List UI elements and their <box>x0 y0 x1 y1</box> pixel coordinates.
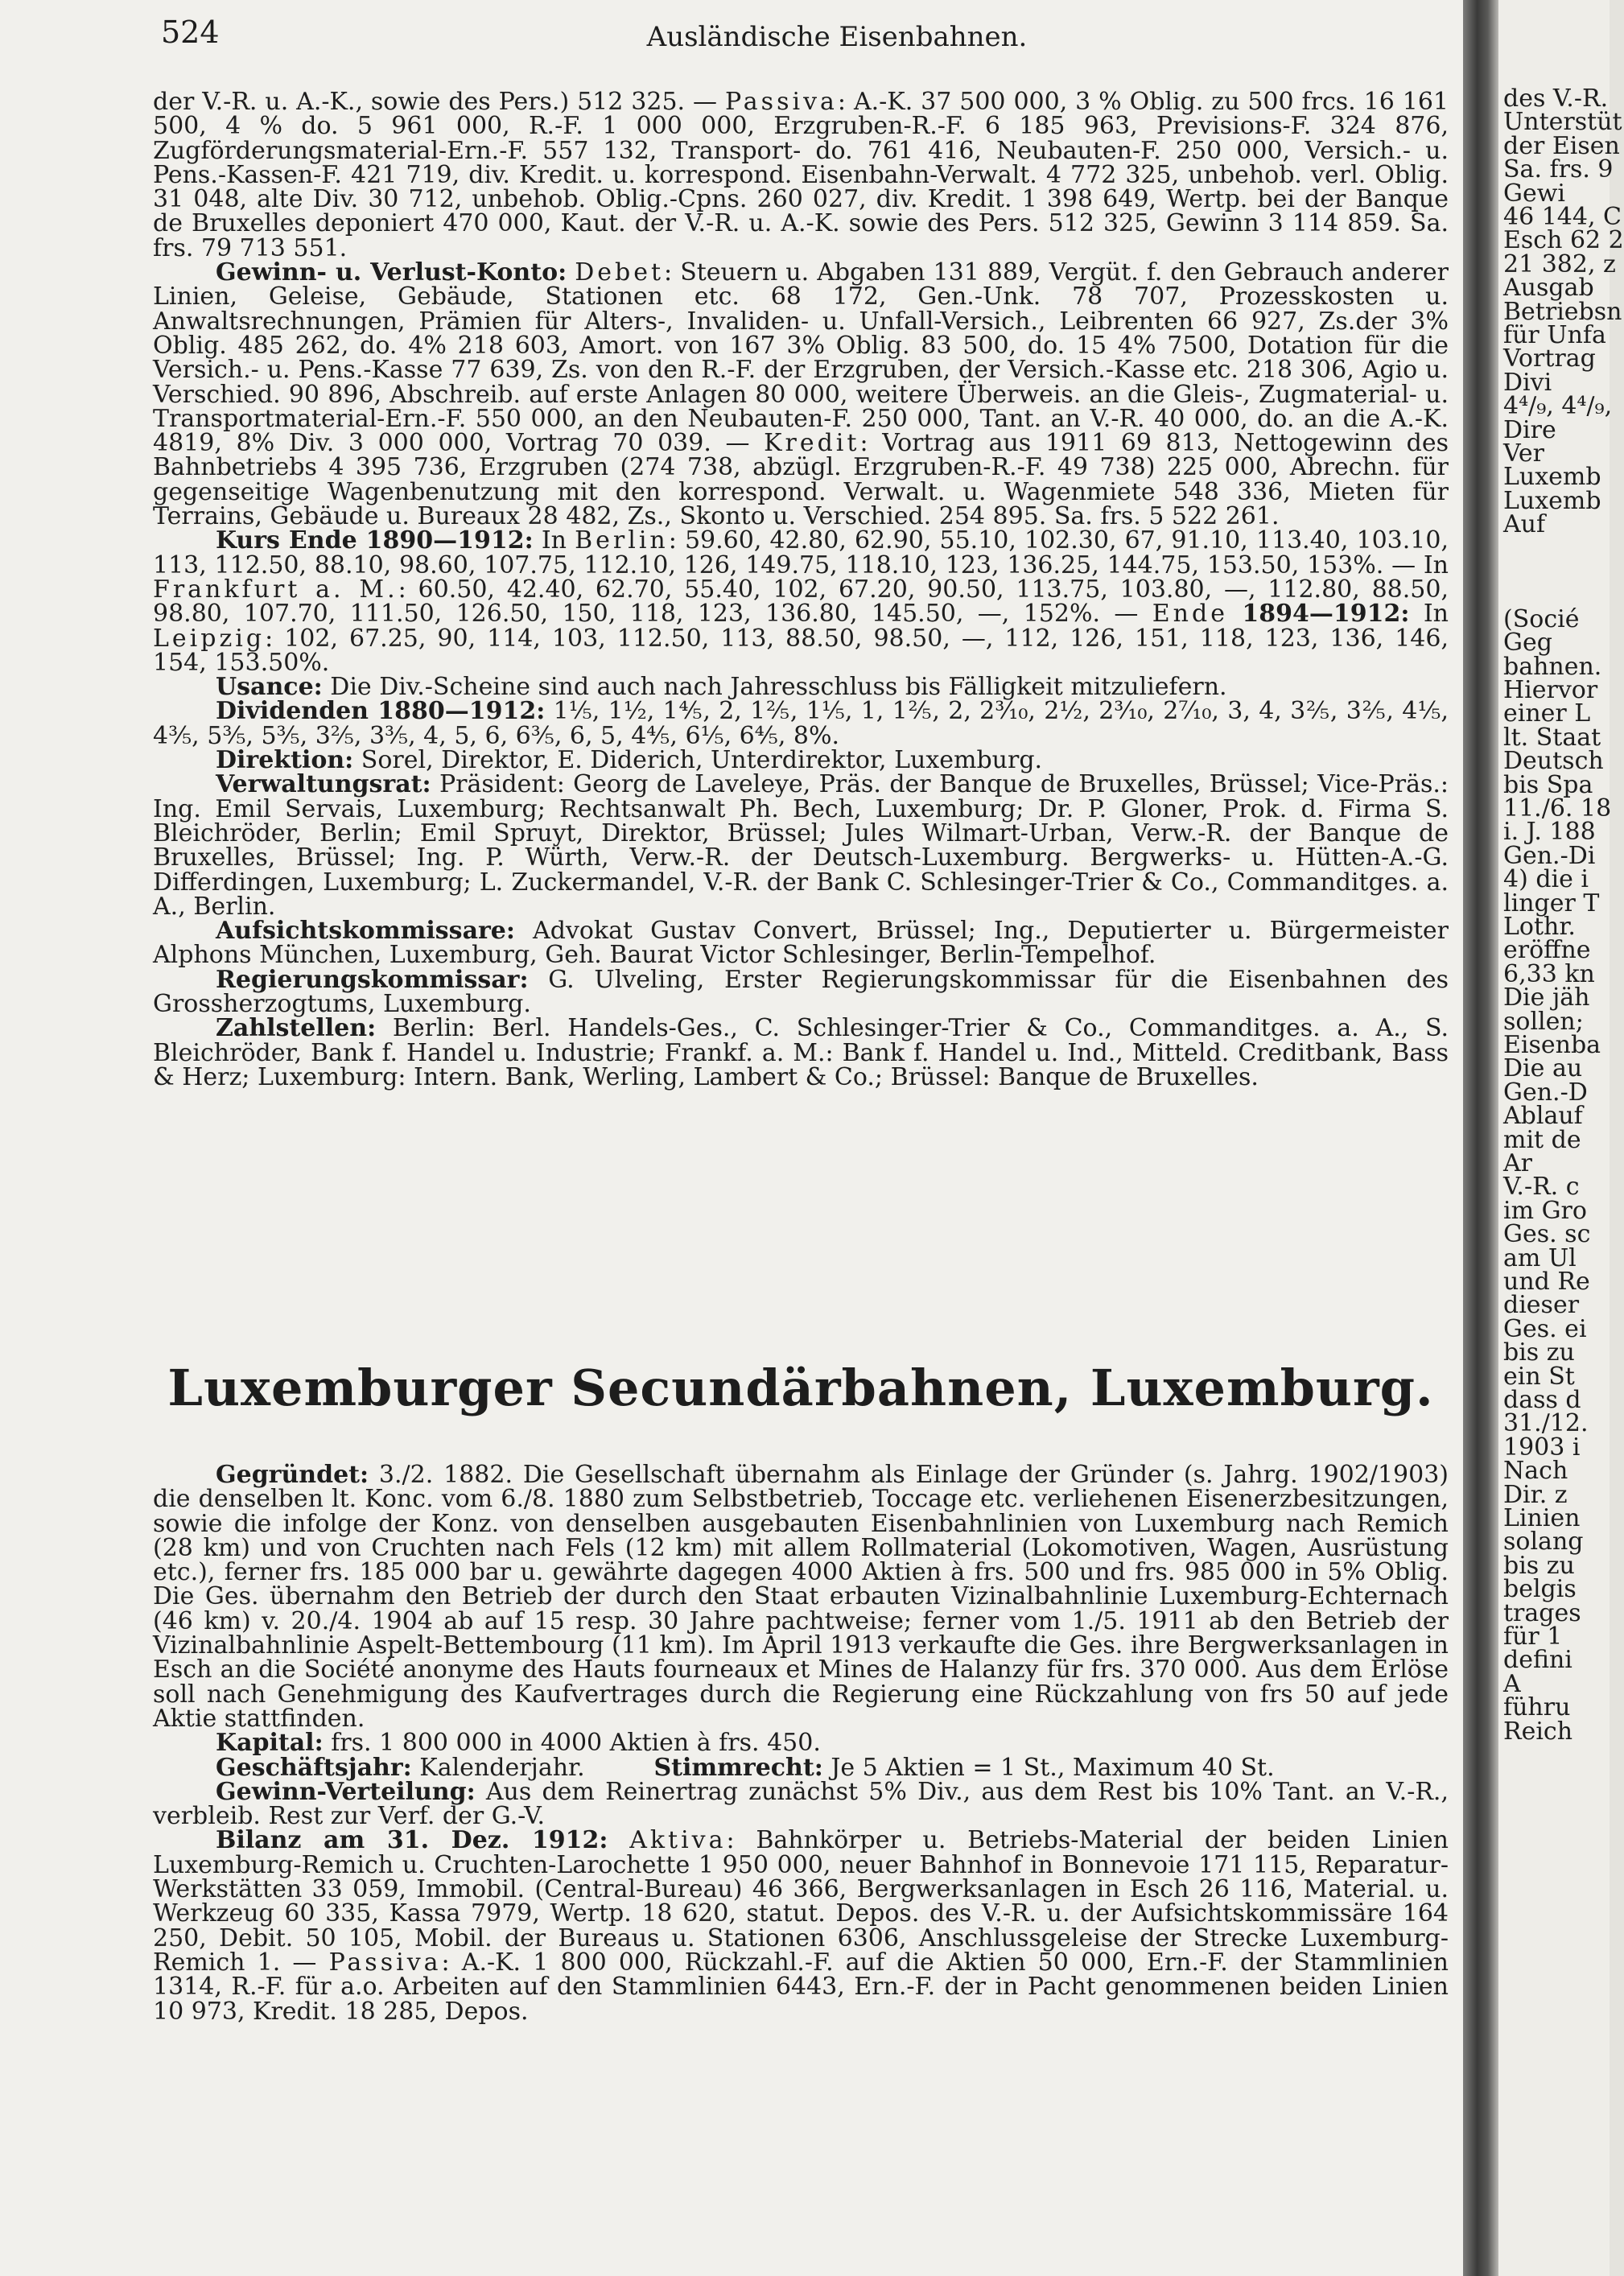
adjacent-page-line: des V.-R. <box>1503 85 1609 113</box>
adjacent-page-line: Unterstüt <box>1503 108 1622 137</box>
adjacent-page-line: 4) die i <box>1503 865 1589 894</box>
running-title: Ausländische Eisenbahnen. <box>646 21 1028 53</box>
management: Direktion: Sorel, Direktor, E. Diderich, Unterdirektor, Luxemburg. <box>216 746 1043 775</box>
adjacent-page-line: ein St <box>1503 1362 1575 1391</box>
share-prices: Kurs Ende 1890—1912: In Berlin: 59.60, 42.80, 62.90, 55.10, 102.30, 67, 91.10, 113.40, 103.10, 113, 112.50, 88.10, 98.60, 107.75, 112.10, 126, 149.75, 118.10, 123, 136.25, 144.75, 153.50, 153%. — In Frankfurt a. M.: 60.50, 42.40, 62.70, 55.40, 102, 67.20, 90.50, 113.75, 103.80, —, 112.80, 88.50, 98.80, 107.70, 111.50, 126.50, 150, 118, 123, 136.80, 145.50, —, 152%. — Ende 1894—1912: In Leipzig: 102, 67.25, 90, 114, 103, 112.50, 113, 88.50, 98.50, —, 112, 126, 151, 118, 123, 136, 146, 154, 153.50%. <box>153 526 1449 677</box>
adjacent-page-line: Gen.-D <box>1503 1078 1588 1107</box>
adjacent-page-line: bis zu <box>1503 1551 1575 1580</box>
adjacent-page-line: A <box>1503 1669 1521 1698</box>
adjacent-page-line: trages <box>1503 1598 1581 1627</box>
adjacent-page-line: Nach <box>1503 1457 1568 1486</box>
adjacent-page-line: sollen; <box>1503 1007 1584 1036</box>
adjacent-page-line: und Re <box>1503 1268 1590 1296</box>
adjacent-page-line: 4⁴/₉, 4⁴/₉, <box>1503 392 1613 421</box>
adjacent-page-line: Die jäh <box>1503 983 1590 1012</box>
adjacent-page-line: solang <box>1503 1528 1584 1557</box>
founded: Gegründet: 3./2. 1882. Die Gesellschaft übernahm als Einlage der Gründer (s. Jahrg. 1902/1903) die denselben lt. Konc. vom 6./8. 1880 zum Selbstbetrieb, Toccage etc. verliehenen Eisenerzbesitzungen, sowie die infolge der Konz. von denselben ausgebauten Eisenbahnlinien von Luxemburg nach Remich (28 km) und von Cruchten nach Fels (12 km) mit allem Rollmaterial (Lokomotiven, Wagen, Ausrüstung etc.), ferner frs. 185 000 bar u. gewährte dagegen 4000 Aktien à frs. 500 und frs. 985 000 in 5% Oblig. Die Ges. übernahm den Betrieb der durch den Staat erbauten Vizinalbahnlinie Luxemburg-Echternach (46 km) v. 20./4. 1904 ab auf 15 resp. 30 Jahre pachtweise; ferner vom 1./5. 1911 ab den Betrieb der Vizinalbahnlinie Aspelt-Bettembourg (11 km). Im April 1913 verkaufte die Ges. ihre Bergwerksanlagen in Esch an die Société anonyme des Hauts fourneaux et Mines de Halanzy für frs. 370 000. Aus dem Erlöse soll nach Genehmigung des Kaufvertrages durch die Regierung eine Rückzahlung von frs 50 auf jede Aktie stattfinden. <box>153 1461 1449 1733</box>
adjacent-page-line: belgis <box>1503 1575 1577 1604</box>
adjacent-page-line: führu <box>1503 1693 1571 1722</box>
board-of-directors: Verwaltungsrat: Präsident: Georg de Laveleye, Präs. der Banque de Bruxelles, Brüssel; Vice-Präs.: Ing. Emil Servais, Luxemburg; Rechtsanwalt Ph. Bech, Luxemburg; Dr. P. Gloner, Prok. d. Firma S. Bleichröder, Berlin; Emil Spruyt, Direktor, Brüssel; Jules Wilmart-Urban, Verw.-R. der Banque de Bruxelles, Brüssel; Ing. P. Würth, Verw.-R. der Deutsch-Luxemburg. Bergwerks- u. Hütten-A.-G. Differdingen, Luxemburg; L. Zuckermandel, V.-R. der Bank C. Schlesinger-Trier & Co., Commanditges. a. A., Berlin. <box>153 770 1449 921</box>
adjacent-page-line: 31./12. <box>1503 1409 1589 1438</box>
adjacent-page-line: 11./6. 18 <box>1503 794 1612 823</box>
adjacent-page-line: Reich <box>1503 1717 1573 1746</box>
adjacent-page-line: Lothr. <box>1503 913 1576 941</box>
government-commissioner: Regierungskommissar: G. Ulveling, Erster Regierungskommissar für die Eisenbahnen des Grossherzogtums, Luxemburg. <box>153 965 1449 1018</box>
adjacent-page-line: 6,33 kn <box>1503 959 1595 988</box>
adjacent-page-line: i. J. 188 <box>1503 818 1596 847</box>
adjacent-page-line: V.-R. c <box>1503 1173 1580 1202</box>
adjacent-page-line: bahnen. <box>1503 652 1602 681</box>
adjacent-page-line: 1903 i <box>1503 1433 1581 1462</box>
adjacent-page-line: Ges. ei <box>1503 1314 1587 1343</box>
adjacent-page-line: dieser <box>1503 1291 1580 1320</box>
adjacent-page-line: 46 144, C <box>1503 203 1622 231</box>
fiscal-year-voting: Geschäftsjahr: Kalenderjahr. Stimmrecht: Je 5 Aktien = 1 St., Maximum 40 St. <box>216 1753 1275 1782</box>
adjacent-page-line: Divi <box>1503 368 1552 397</box>
adjacent-page-line: Esch 62 2 <box>1503 226 1624 255</box>
page-header <box>161 14 1449 63</box>
usance: Usance: Die Div.-Scheine sind auch nach Jahresschluss bis Fälligkeit mitzuliefern. <box>216 673 1227 702</box>
adjacent-page-line: Deutsch <box>1503 747 1604 776</box>
adjacent-page-line: Geg <box>1503 629 1552 658</box>
profit-distribution: Gewinn-Verteilung: Aus dem Reinertrag zunächst 5% Div., aus dem Rest bis 10% Tant. an V.-R., verbleib. Rest zur Verf. der G.-V. <box>153 1777 1449 1831</box>
adjacent-page-line: für Unfa <box>1503 321 1606 349</box>
adjacent-page-line: im Gro <box>1503 1196 1587 1225</box>
adjacent-page-line: Gewi <box>1503 179 1565 208</box>
adjacent-page-line: für 1 <box>1503 1622 1563 1651</box>
adjacent-page-line: bis zu <box>1503 1338 1575 1367</box>
adjacent-page-line: Ges. sc <box>1503 1220 1591 1249</box>
adjacent-page-line: defini <box>1503 1646 1572 1675</box>
adjacent-page-line: Die au <box>1503 1054 1583 1083</box>
adjacent-page-line: Betriebsn <box>1503 297 1622 326</box>
block-previous-company <box>153 90 1449 1090</box>
adjacent-page-line: Luxemb <box>1503 486 1601 515</box>
adjacent-page-line: bis Spa <box>1503 770 1593 799</box>
adjacent-page-line: Eisenba <box>1503 1031 1601 1059</box>
adjacent-page-line: Sa. frs. 9 <box>1503 155 1614 184</box>
adjacent-page-line: Dire <box>1503 415 1556 444</box>
page-number: 524 <box>161 14 220 50</box>
adjacent-page-line: Luxemb <box>1503 463 1601 492</box>
balance-sheet-1912: Bilanz am 31. Dez. 1912: Aktiva: Bahnkörper u. Betriebs-Material der beiden Linien Luxemburg-Remich u. Cruchten-Larochette 1 950 000, neuer Bahnhof in Bonnevoie 171 115, Reparatur-Werkstätten 33 059, Immobil. (Central-Bureau) 46 366, Bergwerksanlagen in Esch 26 116, Material. u. Werkzeug 60 335, Kassa 7979, Wertp. 18 620, statut. Depos. des V.-R. u. der Aufsichtskommissäre 164 250, Debit. 50 105, Mobil. der Bureaus u. Stationen 6306, Anschlussgeleise der Strecke Luxemburg-Remich 1. — Passiva: A.-K. 1 800 000, Rückzahl.-F. auf die Aktien 50 000, Ern.-F. der Stammlinien 1314, R.-F. für a.o. Arbeiten auf den Stammlinien 6443, Ern.-F. der in Pacht genommenen beiden Linien 10 973, Kredit. 18 285, Depos. <box>153 1826 1449 2026</box>
adjacent-page-line: lt. Staat <box>1503 723 1601 752</box>
adjacent-page-line: Vortrag <box>1503 344 1596 373</box>
paying-agents: Zahlstellen: Berlin: Berl. Handels-Ges., C. Schlesinger-Trier & Co., Commanditges. a. A., S. Bleichröder, Bank f. Handel u. Industrie; Frankf. a. M.: Bank f. Handel u. Ind., Mitteld. Creditbank, Bass & Herz; Luxemburg: Intern. Bank, Werling, Lambert & Co.; Brüssel: Banque de Bruxelles. <box>153 1014 1449 1091</box>
profit-loss-account: Gewinn- u. Verlust-Konto: Debet: Steuern u. Abgaben 131 889, Vergüt. f. den Gebrauch anderer Linien, Geleise, Gebäude, Stationen etc. 68 172, Gen.-Unk. 78 707, Prozesskosten u. Anwaltsrechnungen, Prämien für Alters-, Invaliden- u. Unfall-Versich., Leibrenten 66 927, Zs.der 3% Oblig. 485 262, do. 4% 218 603, Amort. von 167 3% Oblig. 83 500, do. 15 4% 7500, Dotation für die Versich.- u. Pens.-Kasse 77 639, Zs. von den R.-F. der Erzgruben, der Versich.-Kasse etc. 218 306, Agio u. Verschied. 90 896, Abschreib. auf erste Anlagen 80 000, weitere Überweis. an die Gleis-, Zugmaterial- u. Transportmaterial-Ern.-F. 550 000, an den Neubauten-F. 250 000, Tant. an V.-R. 40 000, do. an die A.-K. 4819, 8% Div. 3 000 000, Vortrag 70 039. — Kredit: Vortrag aus 1911 69 813, Nettogewinn des Bahnbetriebs 4 395 736, Erzgruben (274 738, abzügl. Erzgruben-R.-F. 49 738) 225 000, Abrechn. für gegenseitige Wagenbenutzung mit den korrespond. Verwalt. u. Wagenmiete 548 336, Mieten für Terrains, Gebäude u. Bureaux 28 482, Zs., Skonto u. Verschied. 254 895. Sa. frs. 5 522 261. <box>153 258 1449 531</box>
supervisory-commissioners: Aufsichtskommissare: Advokat Gustav Convert, Brüssel; Ing., Deputierter u. Bürgermeister Alphons München, Luxemburg, Geh. Baurat Victor Schlesinger, Berlin-Tempelhof. <box>153 917 1449 970</box>
adjacent-page-line: Ar <box>1503 1149 1533 1177</box>
dividends: Dividenden 1880—1912: 1⅕, 1½, 1⅘, 2, 1⅖, 1⅕, 1, 1⅖, 2, 2³⁄₁₀, 2½, 2³⁄₁₀, 2⁷⁄₁₀, 3, 4, 3⅖, 3⅖, 4⅕, 4⅗, 5⅗, 5⅗, 3⅖, 3⅗, 4, 5, 6, 6⅗, 6, 5, 4⅘, 6⅕, 6⅘, 8%. <box>153 697 1449 750</box>
adjacent-page-line: Linien <box>1503 1504 1581 1532</box>
capital: Kapital: frs. 1 800 000 in 4000 Aktien à frs. 450. <box>216 1729 821 1758</box>
adjacent-page-line: der Eisen <box>1503 131 1620 160</box>
adjacent-page-line: mit de <box>1503 1125 1581 1154</box>
adjacent-page-line: (Socié <box>1503 604 1580 633</box>
adjacent-page-line: am Ul <box>1503 1243 1577 1272</box>
adjacent-page-line: 21 382, z <box>1503 249 1616 278</box>
adjacent-page-line: linger T <box>1503 889 1600 917</box>
adjacent-page-line: Gen.-Di <box>1503 841 1596 870</box>
adjacent-page-line: eröffne <box>1503 936 1591 965</box>
adjacent-page-line: Ausgab <box>1503 274 1594 303</box>
adjacent-page-line: Auf <box>1503 510 1546 539</box>
adjacent-page-line: dass d <box>1503 1386 1581 1414</box>
adjacent-page-line: Hiervor <box>1503 676 1598 704</box>
adjacent-page-line: Ver <box>1503 439 1545 468</box>
adjacent-page-line: Ablauf <box>1503 1102 1583 1131</box>
balance-continuation: der V.-R. u. A.-K., sowie des Pers.) 512 325. — Passiva: A.-K. 37 500 000, 3 % Oblig. zu 500 frcs. 16 161 500, 4 % do. 5 961 000, R.-F. 1 000 000, Erzgruben-R.-F. 6 185 963, Previsions-F. 324 876, Zugförderungsmaterial-Ern.-F. 557 132, Transport- do. 761 416, Neubauten-F. 250 000, Versich.- u. Pens.-Kassen-F. 421 719, div. Kredit. u. korrespond. Eisenbahn-Verwalt. 4 772 325, unbehob. verl. Oblig. 31 048, alte Div. 30 712, unbehob. Oblig.-Cpns. 260 027, div. Kredit. 1 398 649, Wertp. bei der Banque de Bruxelles deponiert 470 000, Kaut. der V.-R. u. A.-K. sowie des Pers. 512 325, Gewinn 3 114 859. Sa. frs. 79 713 551. <box>153 88 1449 262</box>
block-luxemburger-secundaerbahnen <box>153 1463 1449 2024</box>
section-title: Luxemburger Secundärbahnen, Luxemburg. <box>167 1359 1434 1417</box>
adjacent-page-fragment <box>1498 0 1624 2276</box>
adjacent-page-line: einer L <box>1503 699 1591 728</box>
adjacent-page-line: Dir. z <box>1503 1480 1568 1509</box>
book-gutter <box>1463 0 1498 2276</box>
